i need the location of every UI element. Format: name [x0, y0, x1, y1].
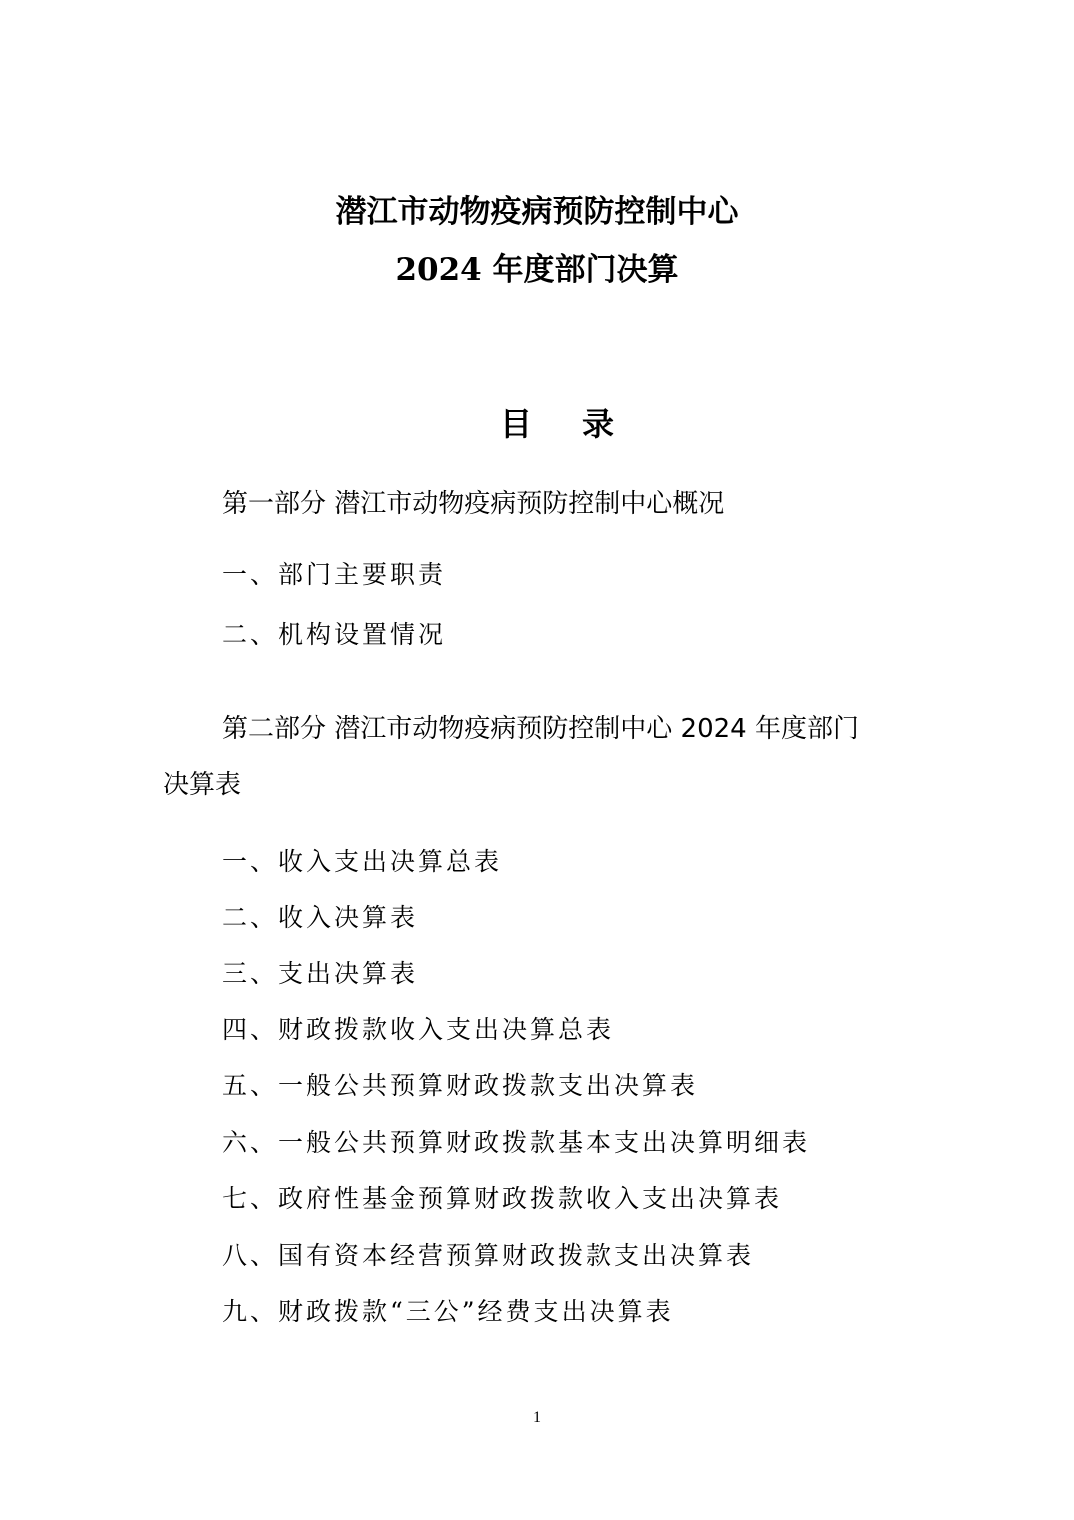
- part2-item: 七、政府性基金预算财政拨款收入支出决算表: [222, 1184, 783, 1213]
- part2-item: 五、一般公共预算财政拨款支出决算表: [222, 1071, 699, 1100]
- document-subtitle: 2024 年度部门决算: [395, 252, 679, 288]
- part1-item: 一、部门主要职责: [222, 560, 447, 589]
- part2-item: 四、财政拨款收入支出决算总表: [222, 1015, 615, 1044]
- part2-item: 一、收入支出决算总表: [222, 847, 503, 876]
- toc-heading: 目录: [500, 405, 665, 443]
- part1-heading: 第一部分 潜江市动物疫病预防控制中心概况: [222, 489, 725, 519]
- part2-item: 九、财政拨款“三公”经费支出决算表: [222, 1297, 674, 1326]
- part2-heading-continued: 决算表: [163, 770, 242, 800]
- part2-item: 八、国有资本经营预算财政拨款支出决算表: [222, 1241, 755, 1270]
- page-number: 1: [533, 1409, 541, 1426]
- part2-item: 二、收入决算表: [222, 903, 419, 932]
- part1-item: 二、机构设置情况: [222, 620, 447, 649]
- document-title: 潜江市动物疫病预防控制中心: [335, 194, 739, 230]
- part2-item: 六、一般公共预算财政拨款基本支出决算明细表: [222, 1128, 811, 1157]
- part2-item: 三、支出决算表: [222, 959, 419, 988]
- part2-heading: 第二部分 潜江市动物疫病预防控制中心 2024 年度部门: [222, 714, 859, 744]
